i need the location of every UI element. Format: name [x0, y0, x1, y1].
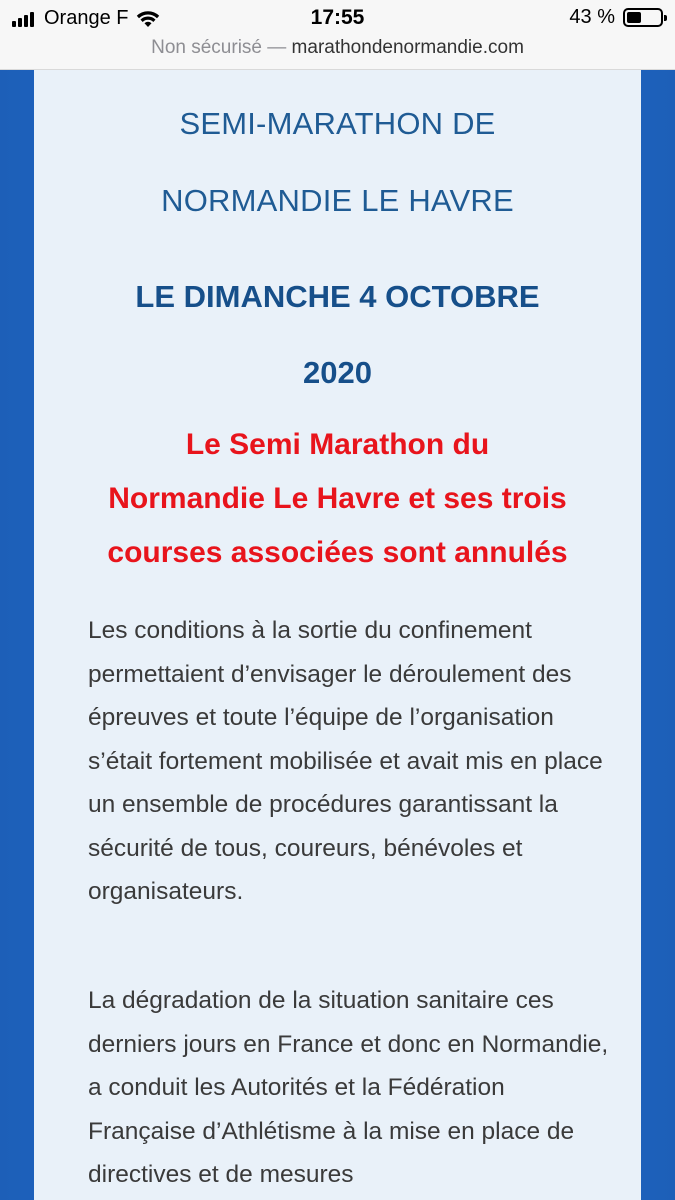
cancellation-notice-line-2: Normandie Le Havre et ses trois [108, 482, 567, 515]
paragraph-confinement: Les conditions à la sortie du confinement permettaient d’envisager le déroulement des épreuves et toute l’équipe de l’organisation s’était fortement mobilisée et avait mis en place un ensemble de procédures garantissant la sécurité de tous, coureurs, bénévoles et organisateurs. [88, 617, 603, 905]
paragraph-sanitary-situation: La dégradation de la situation sanitaire ces derniers jours en France et donc en Normandie, a conduit les Autorités et la Fédération Française d’Athlétisme à la mise en place de directives et de mesures [88, 987, 609, 1188]
page-title-line-2: NORMANDIE LE HAVRE [161, 183, 514, 218]
url-bar[interactable] [0, 36, 675, 70]
url-separator: — [267, 37, 287, 58]
battery-percentage: 43 % [569, 6, 615, 28]
event-date-line-1: LE DIMANCHE 4 OCTOBRE [135, 279, 540, 314]
battery-icon [623, 8, 663, 27]
clock: 17:55 [310, 6, 365, 29]
carrier-name: Orange F [44, 7, 129, 29]
battery-level [627, 12, 641, 23]
security-indicator: Non sécurisé [151, 37, 262, 58]
battery-tip [664, 15, 667, 21]
article-card [34, 70, 641, 1200]
page-title-line-1: SEMI-MARATHON DE [179, 106, 496, 141]
event-date-line-2: 2020 [303, 355, 372, 390]
status-right [569, 6, 663, 29]
cancellation-notice-line-1: Le Semi Marathon du [185, 428, 490, 461]
status-bar [0, 0, 675, 36]
url-domain: marathondenormandie.com [291, 37, 524, 58]
cancellation-notice-line-3: courses associées sont annulés [107, 536, 568, 569]
